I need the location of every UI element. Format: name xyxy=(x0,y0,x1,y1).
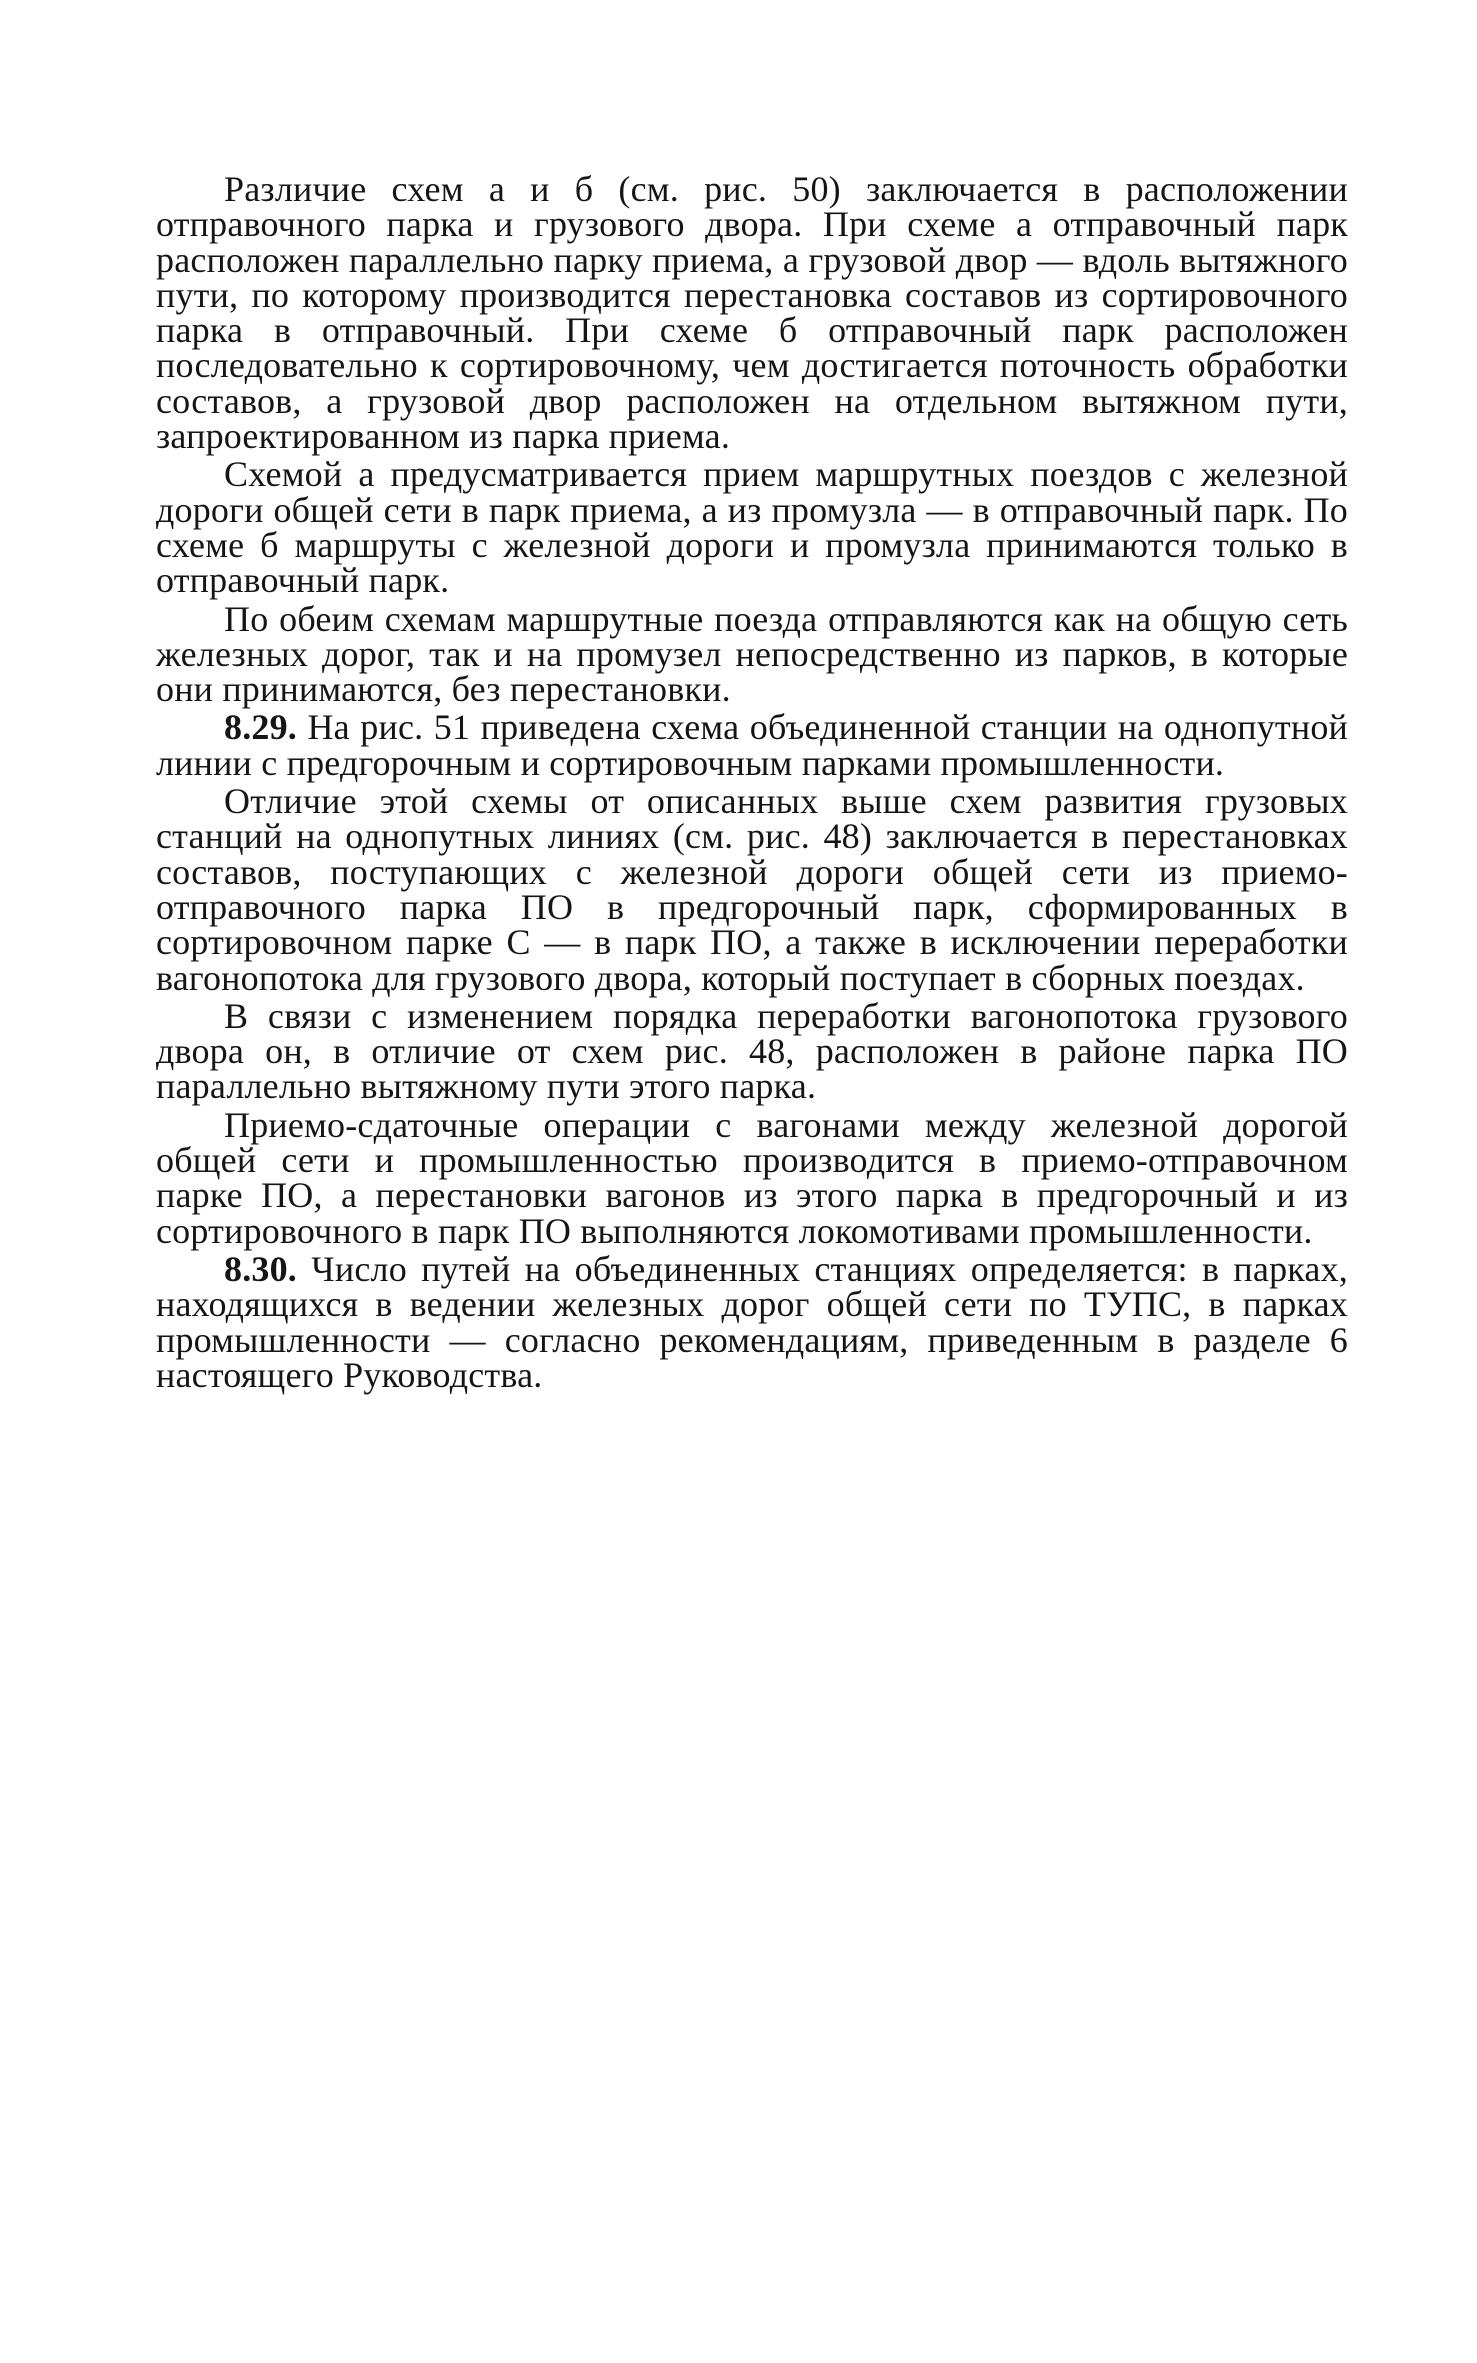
paragraph: Отличие этой схемы от описанных выше схем развития грузовых станций на однопутных линиях (см. рис. 48) заключается в перестановках составов, поступающих с железной дороги общей сети из приемо-отправочного парка ПО в предгорочный парк, сформированных в сортировочном парке С — в парк ПО, а также в исключении переработки вагонопотока для грузового двора, который поступает в сборных поездах. xyxy=(156,781,1348,998)
paragraph-text: На рис. 51 приведена схема объединенной станции на однопутной линии с предгорочным и сортировочным парками промышленности. xyxy=(156,707,1348,783)
paragraph-text: Число путей на объединенных станциях определяется: в парках, находящихся в ведении железных дорог общей сети по ТУПС, в парках промышленности — согласно рекомендациям, приведенным в разделе 6 настоящего Руководства. xyxy=(156,1248,1349,1395)
paragraph: В связи с изменением порядка переработки вагонопотока грузового двора он, в отличие от схем рис. 48, расположен в районе парка ПО параллельно вытяжному пути этого парка. xyxy=(156,995,1348,1107)
paragraph: По обеим схемам маршрутные поезда отправляются как на общую сеть железных дорог, так и на промузел непосредственно из парков, в которые они принимаются, без перестановки. xyxy=(156,598,1348,710)
paragraph: Различие схем а и б (см. рис. 50) заключается в расположении отправочного парка и грузового двора. При схеме а отправочный парк расположен параллельно парку приема, а грузовой двор — вдоль вытяжного пути, по которому производится перестановка составов из сортировочного парка в отправочный. При схеме б отправочный парк расположен последовательно к сортировочному, чем достигается поточность обработки составов, а грузовой двор расположен на отдельном вытяжном пути, запроектированном из парка приема. xyxy=(156,169,1348,457)
paragraph: Схемой а предусматривается прием маршрутных поездов с железной дороги общей сети в парк приема, а из промузла — в отправочный парк. По схеме б маршруты с железной дороги и промузла принимаются только в отправочный парк. xyxy=(156,454,1348,601)
paragraph-section-8-29 xyxy=(156,707,1348,783)
section-number: 8.30. xyxy=(224,1248,297,1289)
paragraph-section-8-30 xyxy=(156,1248,1349,1395)
body-text xyxy=(156,169,1349,1395)
paragraph: Приемо-сдаточные операции с вагонами между железной дорогой общей сети и промышленностью производится в приемо-отправочном парке ПО, а перестановки вагонов из этого парка в предгорочный и из сортировочного в парк ПО выполняются локомотивами промышленности. xyxy=(156,1104,1348,1251)
section-number: 8.29. xyxy=(224,707,297,748)
